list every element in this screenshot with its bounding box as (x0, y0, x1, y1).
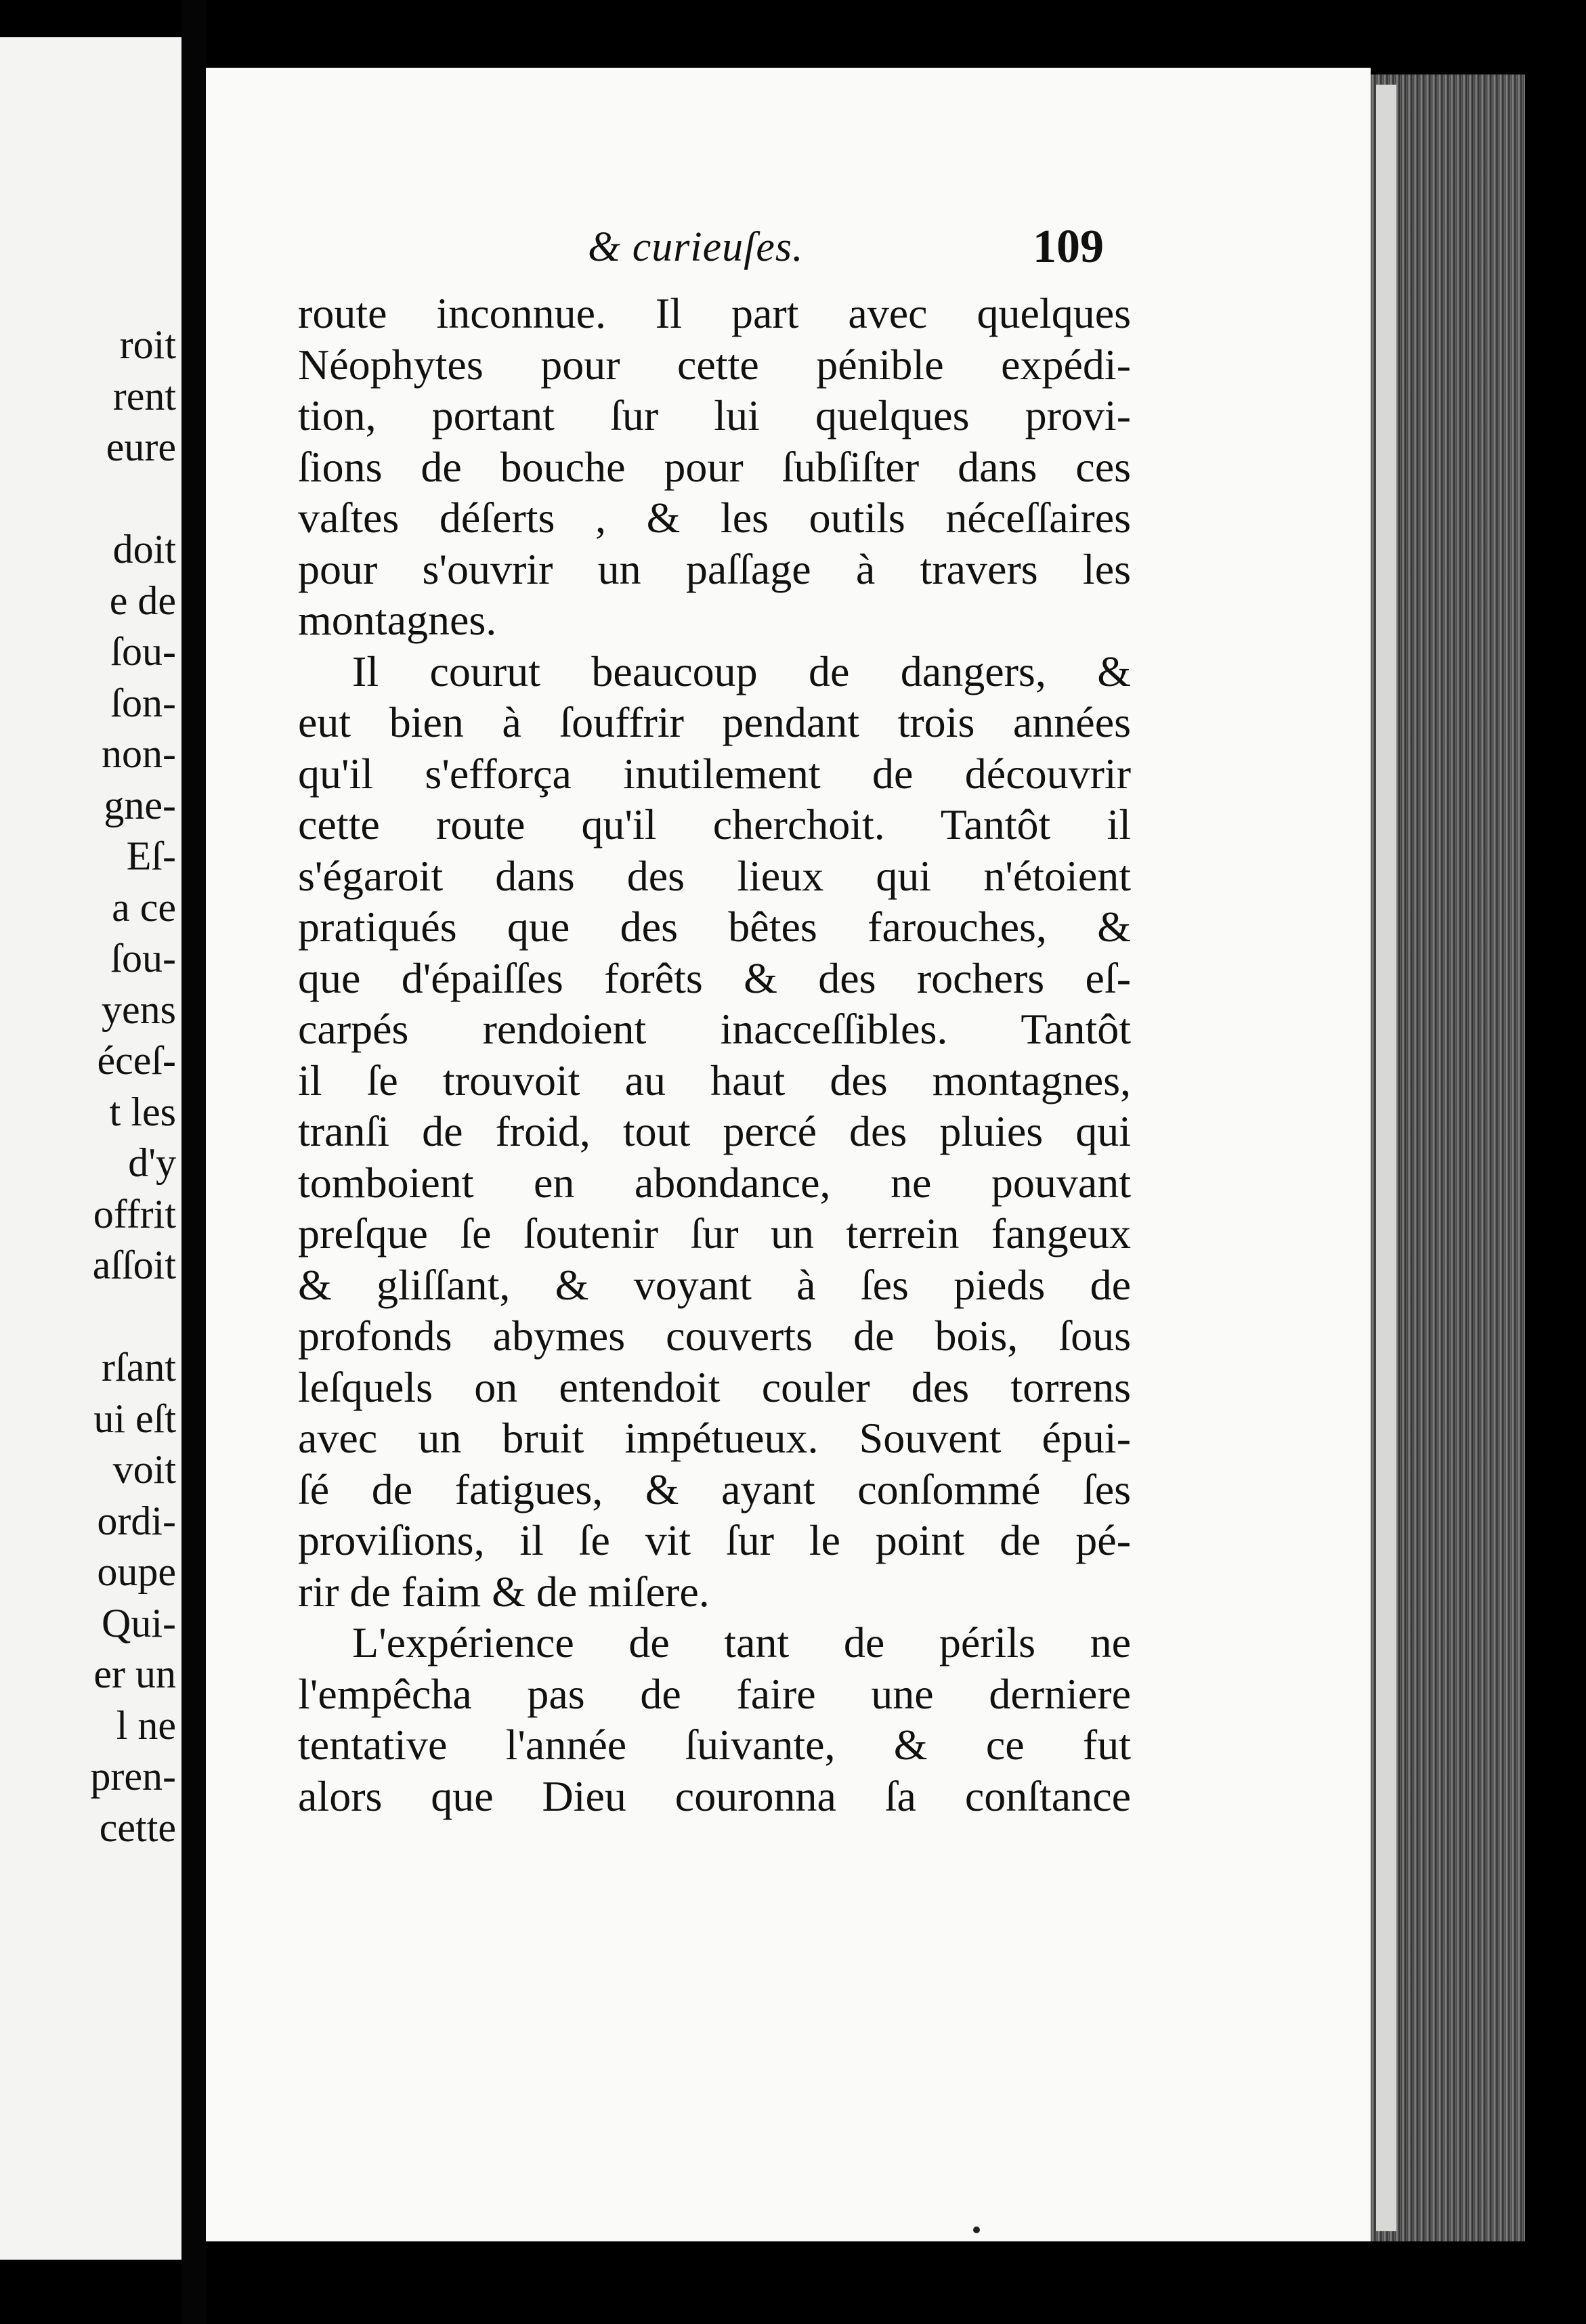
body-line: tion, portant ſur lui quelques provi- (298, 391, 1131, 439)
body-line: tomboient en abondance, ne pouvant (298, 1158, 1131, 1207)
page-edge-highlight (1376, 85, 1396, 2231)
previous-page-line: pren- (90, 1754, 176, 1799)
body-line: qu'il s'efforça inutilement de découvrir (298, 749, 1131, 798)
previous-page-line: cette (99, 1805, 176, 1850)
body-line: tranſi de froid, tout percé des pluies qui (298, 1107, 1131, 1155)
body-line: proviſions, il ſe vit ſur le point de pé- (298, 1516, 1131, 1564)
previous-page-line: roit (119, 322, 176, 367)
previous-page-line: e de (109, 578, 176, 623)
body-line: Il courut beaucoup de dangers, & (352, 647, 1131, 695)
previous-page-line: eure (106, 425, 176, 469)
body-line: eut bien à ſouffrir pendant trois années (298, 698, 1131, 746)
body-line: cette route qu'il cherchoit. Tantôt il (298, 800, 1131, 848)
previous-page-line: d'y (128, 1140, 176, 1185)
running-head: & curieuſes. (588, 224, 804, 270)
body-line: route inconnue. Il part avec quelques (298, 289, 1131, 337)
body-line: rir de faim & de miſere. (298, 1567, 710, 1616)
previous-page-line: ſou- (110, 936, 176, 981)
body-line: tentative l'année ſuivante, & ce fut (298, 1721, 1131, 1769)
body-line: & gliſſant, & voyant à ſes pieds de (298, 1260, 1131, 1309)
previous-page (0, 37, 181, 2260)
book-gutter (181, 0, 206, 2324)
page-number: 109 (1033, 221, 1104, 273)
body-line: montagnes. (298, 596, 497, 644)
body-line: avec un bruit impétueux. Souvent épui- (298, 1414, 1131, 1462)
previous-page-line: aſſoit (92, 1243, 176, 1287)
previous-page-line: non- (102, 731, 176, 776)
previous-page-line: rent (112, 373, 176, 418)
body-line: alors que Dieu couronna ſa conſtance (298, 1771, 1131, 1820)
ink-speck (973, 2226, 980, 2233)
previous-page-line: offrit (93, 1191, 176, 1236)
previous-page-line: gne- (104, 782, 176, 827)
previous-page-line: t les (109, 1089, 176, 1134)
body-line: il ſe trouvoit au haut des montagnes, (298, 1056, 1131, 1104)
previous-page-text-fragments (90, 320, 176, 1853)
body-line: que d'épaiſſes forêts & des rochers eſ- (298, 953, 1131, 1002)
body-text (298, 288, 1131, 1822)
body-line: preſque ſe ſoutenir ſur un terrein fangeux (298, 1209, 1131, 1257)
previous-page-line: a ce (112, 884, 176, 930)
previous-page-line: éceſ- (97, 1038, 176, 1083)
body-line: leſquels on entendoit couler des torrens (298, 1362, 1131, 1411)
previous-page-line: ordi- (97, 1498, 176, 1543)
body-line: pour s'ouvrir un paſſage à travers les (298, 544, 1131, 593)
previous-page-line (90, 473, 176, 525)
body-line: l'empêcha pas de faire une derniere (298, 1669, 1131, 1718)
body-line: carpés rendoient inacceſſibles. Tantôt (298, 1005, 1131, 1053)
previous-page-line: yens (102, 987, 176, 1032)
previous-page-line: doit (112, 527, 176, 572)
previous-page-line: ui eſt (93, 1396, 176, 1441)
body-line: pratiqués que des bêtes farouches, & (298, 903, 1131, 951)
body-line: profonds abymes couverts de bois, ſous (298, 1312, 1131, 1360)
body-line: ſions de bouche pour ſubſiſter dans ces (298, 442, 1131, 491)
previous-page-line: oupe (97, 1549, 176, 1594)
body-line: L'expérience de tant de périls ne (352, 1618, 1131, 1666)
previous-page-line: l ne (116, 1702, 176, 1748)
previous-page-line: rſant (102, 1345, 176, 1390)
body-line: vaſtes déſerts , & les outils néceſſaires (298, 494, 1131, 542)
previous-page-line: Eſ- (126, 834, 176, 878)
previous-page-line: ſou- (110, 629, 176, 674)
previous-page-line (90, 1291, 176, 1343)
body-line: s'égaroit dans des lieux qui n'étoient (298, 851, 1131, 900)
previous-page-line: Qui- (102, 1600, 176, 1645)
previous-page-line: voit (112, 1447, 176, 1492)
body-line: Néophytes pour cette pénible expédi- (298, 340, 1131, 389)
previous-page-line: er un (93, 1652, 176, 1696)
body-line: ſé de fatigues, & ayant conſommé ſes (298, 1465, 1131, 1513)
previous-page-line: ſon- (110, 680, 176, 725)
